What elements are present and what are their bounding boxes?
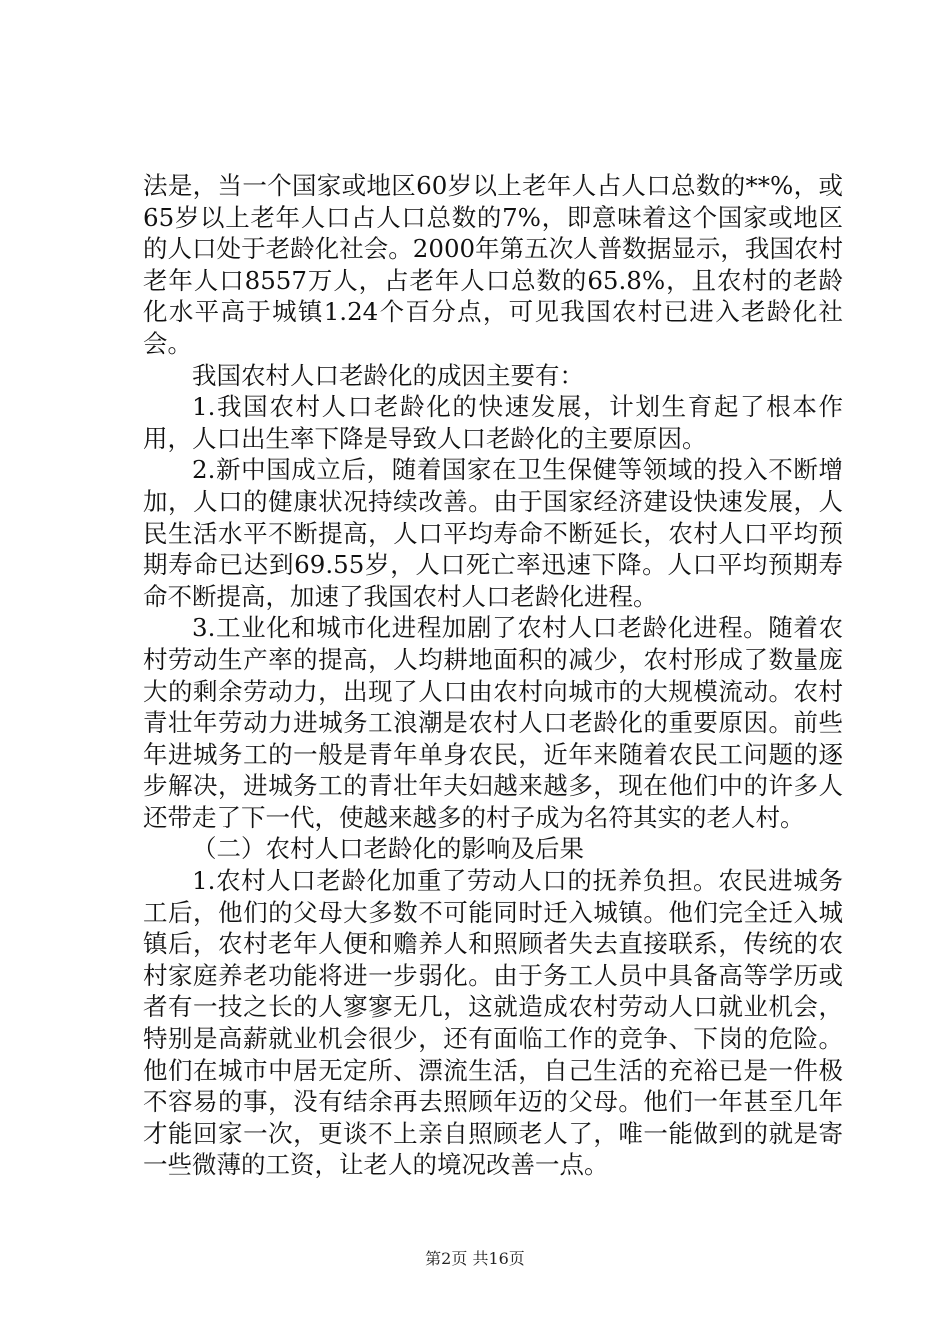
document-body <box>143 170 843 1181</box>
paragraph-cause-1: 1.我国农村人口老龄化的快速发展，计划生育起了根本作用，人口出生率下降是导致人口老龄化的主要原因。 <box>143 392 843 453</box>
page-number-footer: 第2页 共16页 <box>425 1249 525 1268</box>
section-heading-effects: （二）农村人口老龄化的影响及后果 <box>192 834 584 864</box>
paragraph-causes-intro: 我国农村人口老龄化的成因主要有： <box>192 360 584 390</box>
paragraph-cause-3: 3.工业化和城市化进程加剧了农村人口老龄化进程。随着农村劳动生产率的提高，人均耕地面积的减少，农村形成了数量庞大的剩余劳动力，出现了人口由农村向城市的大规模流动。农村青壮年劳动力进城务工浪潮是农村人口老龄化的重要原因。前些年进城务工的一般是青年单身农民，近年来随着农民工问题的逐步解决，进城务工的青壮年夫妇越来越多，现在他们中的许多人还带走了下一代，使越来越多的村子成为名符其实的老人村。 <box>143 613 843 832</box>
paragraph-effect-1: 1.农村人口老龄化加重了劳动人口的抚养负担。农民进城务工后，他们的父母大多数不可能同时迁入城镇。他们完全迁入城镇后，农村老年人便和赡养人和照顾者失去直接联系，传统的农村家庭养老功能将进一步弱化。由于务工人员中具备高等学历或者有一技之长的人寥寥无几，这就造成农村劳动人口就业机会，特别是高薪就业机会很少，还有面临工作的竞争、下岗的危险。他们在城市中居无定所、漂流生活，自己生活的充裕已是一件极不容易的事，没有结余再去照顾年迈的父母。他们一年甚至几年才能回家一次，更谈不上亲自照顾老人了，唯一能做到的就是寄一些微薄的工资，让老人的境况改善一点。 <box>143 866 843 1180</box>
paragraph-continuation: 法是，当一个国家或地区60岁以上老年人占人口总数的**%，或65岁以上老年人口占人口总数的7%，即意味着这个国家或地区的人口处于老龄化社会。2000年第五次人普数据显示，我国农村老年人口8557万人，占老年人口总数的65.8%，且农村的老龄化水平高于城镇1.24个百分点，可见我国农村已进入老龄化社会。 <box>143 171 843 358</box>
paragraph-cause-2: 2.新中国成立后，随着国家在卫生保健等领域的投入不断增加，人口的健康状况持续改善。由于国家经济建设快速发展，人民生活水平不断提高，人口平均寿命不断延长，农村人口平均预期寿命已达到69.55岁，人口死亡率迅速下降。人口平均预期寿命不断提高，加速了我国农村人口老龄化进程。 <box>143 455 843 611</box>
